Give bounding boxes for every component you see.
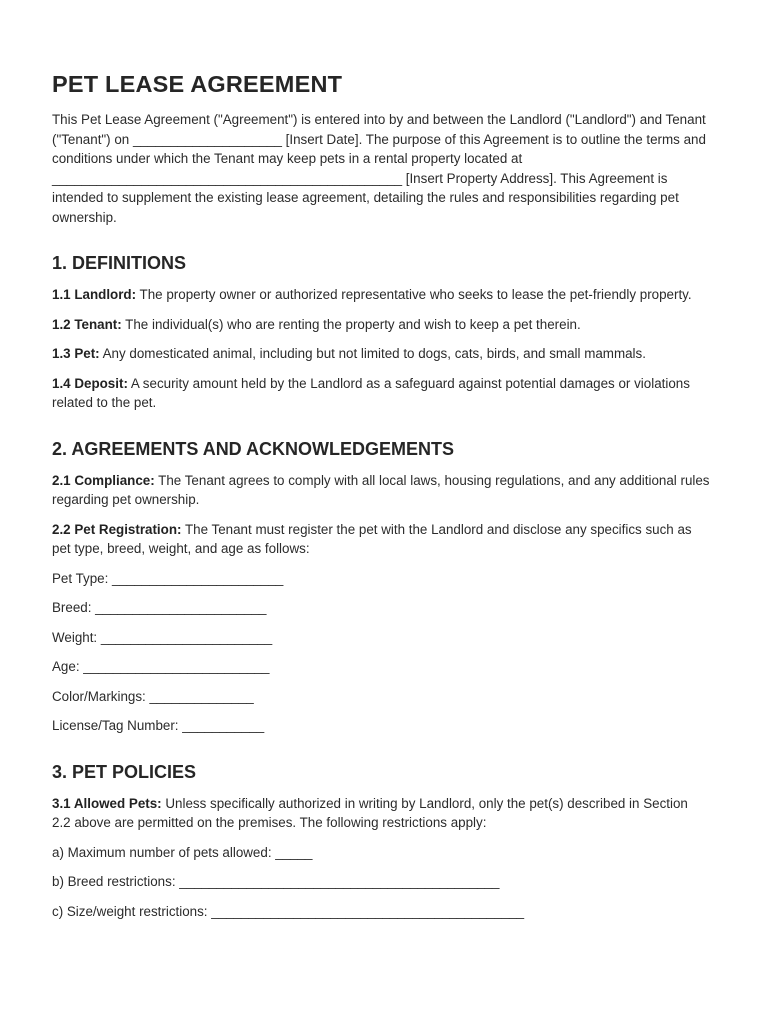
definition-label: 1.2 Tenant: [52, 316, 122, 332]
restriction-max-pets[interactable]: a) Maximum number of pets allowed: _____ [52, 844, 313, 860]
field-breed[interactable]: Breed: _______________________ [52, 600, 267, 615]
policy-label: 3.1 Allowed Pets: [52, 795, 162, 811]
document-title: PET LEASE AGREEMENT [52, 71, 343, 97]
field-color-markings[interactable]: Color/Markings: ______________ [52, 688, 254, 704]
definition-text: The individual(s) who are renting the property and wish to keep a pet therein. [121, 316, 581, 332]
definitions-section [52, 251, 710, 413]
restriction-breed[interactable]: b) Breed restrictions: ___________________________________________ [52, 874, 500, 889]
definitions-heading: 1. DEFINITIONS [52, 253, 187, 273]
restriction-size-weight[interactable]: c) Size/weight restrictions: __________________________________________ [52, 903, 525, 919]
agreement-compliance [52, 471, 710, 510]
definition-landlord [52, 285, 710, 305]
agreement-text: The Tenant must register the pet with the Landlord and disclose any specifics such as pet type, breed, weight, and age as follows: [52, 521, 692, 556]
field-weight[interactable]: Weight: _______________________ [52, 629, 273, 645]
field-age[interactable]: Age: _________________________ [52, 659, 270, 674]
policies-heading: 3. PET POLICIES [52, 761, 197, 782]
field-pet-type[interactable]: Pet Type: _______________________ [52, 570, 284, 586]
definition-deposit [52, 374, 710, 413]
definition-label: 1.3 Pet: [52, 346, 100, 361]
agreements-section [52, 437, 710, 736]
definition-tenant [52, 315, 710, 335]
intro-paragraph: This Pet Lease Agreement ("Agreement") is entered into by and between the Landlord ("Landlord") and Tenant ("Tenant") on ____________________ [Insert Date]. The purpose of this Agreement is to outline the terms and conditions under which the Tenant may keep pets in a rental property located at _______________________________________________ [Insert Property Address]. This Agreement is intended to supplement the existing lease agreement, detailing the rules and responsibilities regarding pet ownership. [52, 112, 706, 225]
agreement-text: The Tenant agrees to comply with all local laws, housing regulations, and any additional rules regarding pet ownership. [52, 472, 710, 507]
field-license-tag-number[interactable]: License/Tag Number: ___________ [52, 718, 265, 733]
agreement-pet-registration [52, 520, 710, 559]
definition-text: The property owner or authorized representative who seeks to lease the pet-friendly property. [136, 287, 692, 302]
definition-pet [52, 344, 710, 364]
definition-label: 1.1 Landlord: [52, 287, 137, 302]
agreements-heading: 2. AGREEMENTS AND ACKNOWLEDGEMENTS [52, 438, 455, 459]
agreement-label: 2.1 Compliance: [52, 472, 155, 488]
policy-allowed-pets [52, 794, 710, 833]
definition-text: A security amount held by the Landlord as a safeguard against potential damages or violations related to the pet. [52, 375, 690, 410]
policies-section [52, 760, 710, 922]
definition-text: Any domesticated animal, including but not limited to dogs, cats, birds, and small mammals. [99, 346, 646, 361]
definition-label: 1.4 Deposit: [52, 375, 128, 391]
agreement-label: 2.2 Pet Registration: [52, 521, 182, 537]
policy-text: Unless specifically authorized in writing by Landlord, only the pet(s) described in Section 2.2 above are permitted on the premises. The following restrictions apply: [52, 795, 688, 830]
